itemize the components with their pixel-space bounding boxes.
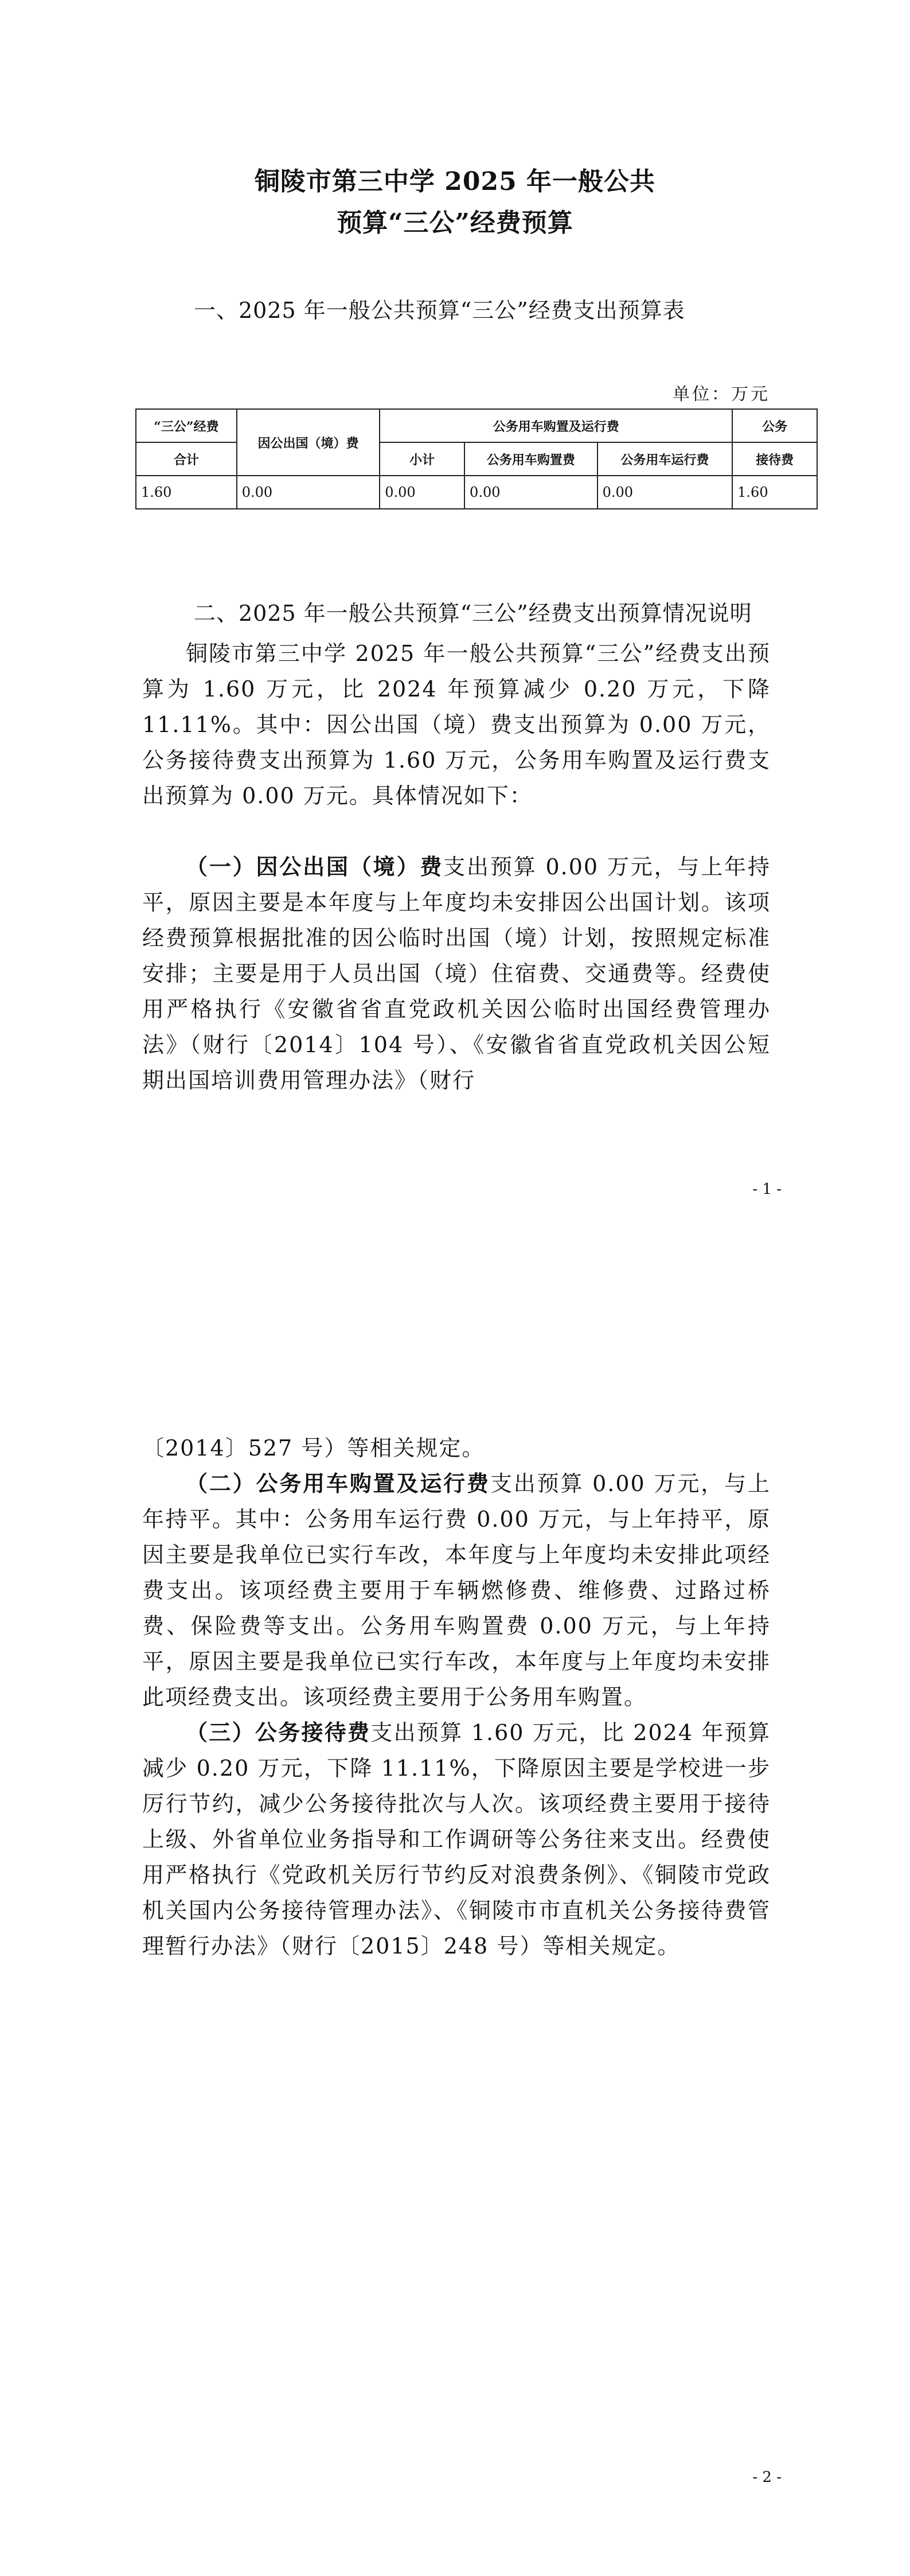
cell-subtotal: 0.00 [380, 476, 464, 509]
header-vehicle-purchase: 公务用车购置费 [464, 442, 597, 476]
page-2 [0, 1288, 910, 2576]
cell-abroad: 0.00 [237, 476, 380, 509]
section-2-heading: 二、2025 年一般公共预算“三公”经费支出预算情况说明 [194, 601, 752, 626]
header-abroad: 因公出国（境）费 [237, 409, 380, 476]
page-2-content [142, 1430, 771, 1964]
item-1-paragraph [142, 849, 771, 1098]
cell-reception: 1.60 [732, 476, 817, 509]
item-2-label: （二）公务用车购置及运行费 [186, 1470, 490, 1496]
item-3-text: 支出预算 1.60 万元，比 2024 年预算减少 0.20 万元，下降 11.11%，下降原因主要是学校进一步厉行节约，减少公务接待批次与人次。该项经费主要用于接待上级、外省单位业务指导和工作调研等公务往来支出。经费使用严格执行《党政机关厉行节约反对浪费条例》、《铜陵市党政机关国内公务接待管理办法》、《铜陵市市直机关公务接待费管理暂行办法》（财行〔2015〕248 号）等相关规定。 [142, 1720, 771, 1959]
item-3-paragraph [142, 1715, 771, 1964]
intro-paragraph [142, 636, 771, 814]
header-total-line2: 合计 [173, 452, 199, 468]
page-number-1: - 1 - [752, 1181, 782, 1198]
intro-text: 铜陵市第三中学 2025 年一般公共预算“三公”经费支出预算为 1.60 万元，比 2024 年预算减少 0.20 万元，下降 11.11%。其中：因公出国（境）费支出预算为 0.00 万元，公务接待费支出预算为 1.60 万元，公务用车购置及运行费支出预算为 0.00 万元。具体情况如下： [142, 641, 771, 808]
item-1-continuation: 〔2014〕527 号）等相关规定。 [142, 1435, 485, 1461]
document-title-line-2: 预算“三公”经费预算 [337, 208, 573, 238]
section-1-heading: 一、2025 年一般公共预算“三公”经费支出预算表 [194, 298, 685, 323]
header-vehicle-group: 公务用车购置及运行费 [380, 409, 732, 442]
table-header-row-1 [136, 409, 817, 442]
header-vehicle-operation: 公务用车运行费 [597, 442, 733, 476]
header-total-sub [136, 442, 237, 476]
budget-table [135, 408, 818, 509]
cell-vehicle-operation: 0.00 [597, 476, 733, 509]
item-1-text: 支出预算 0.00 万元，与上年持平，原因主要是本年度与上年度均未安排因公出国计划。该项经费预算根据批准的因公临时出国（境）计划，按照规定标准安排；主要是用于人员出国（境）住宿费、交通费等。经费使用严格执行《安徽省省直党政机关因公临时出国经费管理办法》（财行〔2014〕104 号）、《安徽省省直党政机关因公短期出国培训费用管理办法》（财行 [142, 854, 771, 1093]
header-reception-line2: 接待费 [756, 452, 794, 468]
item-3-label: （三）公务接待费 [186, 1719, 371, 1745]
header-total [136, 409, 237, 442]
header-reception [732, 409, 817, 442]
item-2-paragraph [142, 1466, 771, 1715]
item-2-text: 支出预算 0.00 万元，与上年持平。其中：公务用车运行费 0.00 万元，与上年持平，原因主要是我单位已实行车改，本年度与上年度均未安排此项经费支出。该项经费主要用于车辆燃修费、维修费、过路过桥费、保险费等支出。公务用车购置费 0.00 万元，与上年持平，原因主要是我单位已实行车改，本年度与上年度均未安排此项经费支出。该项经费主要用于公务用车购置。 [142, 1471, 771, 1710]
page-number-2: - 2 - [752, 2469, 782, 2486]
document-title-line-1: 铜陵市第三中学 2025 年一般公共 [254, 167, 656, 196]
unit-label: 单位：万元 [673, 384, 770, 404]
item-1-label: （一）因公出国（境）费 [186, 854, 444, 880]
header-reception-sub [732, 442, 817, 476]
header-subtotal: 小计 [380, 442, 464, 476]
cell-vehicle-purchase: 0.00 [464, 476, 597, 509]
item-1-text-block [142, 849, 771, 1098]
table-row [136, 476, 817, 509]
header-total-line1: “三公”经费 [154, 419, 219, 434]
header-reception-line1: 公务 [762, 419, 788, 434]
cell-total: 1.60 [136, 476, 237, 509]
